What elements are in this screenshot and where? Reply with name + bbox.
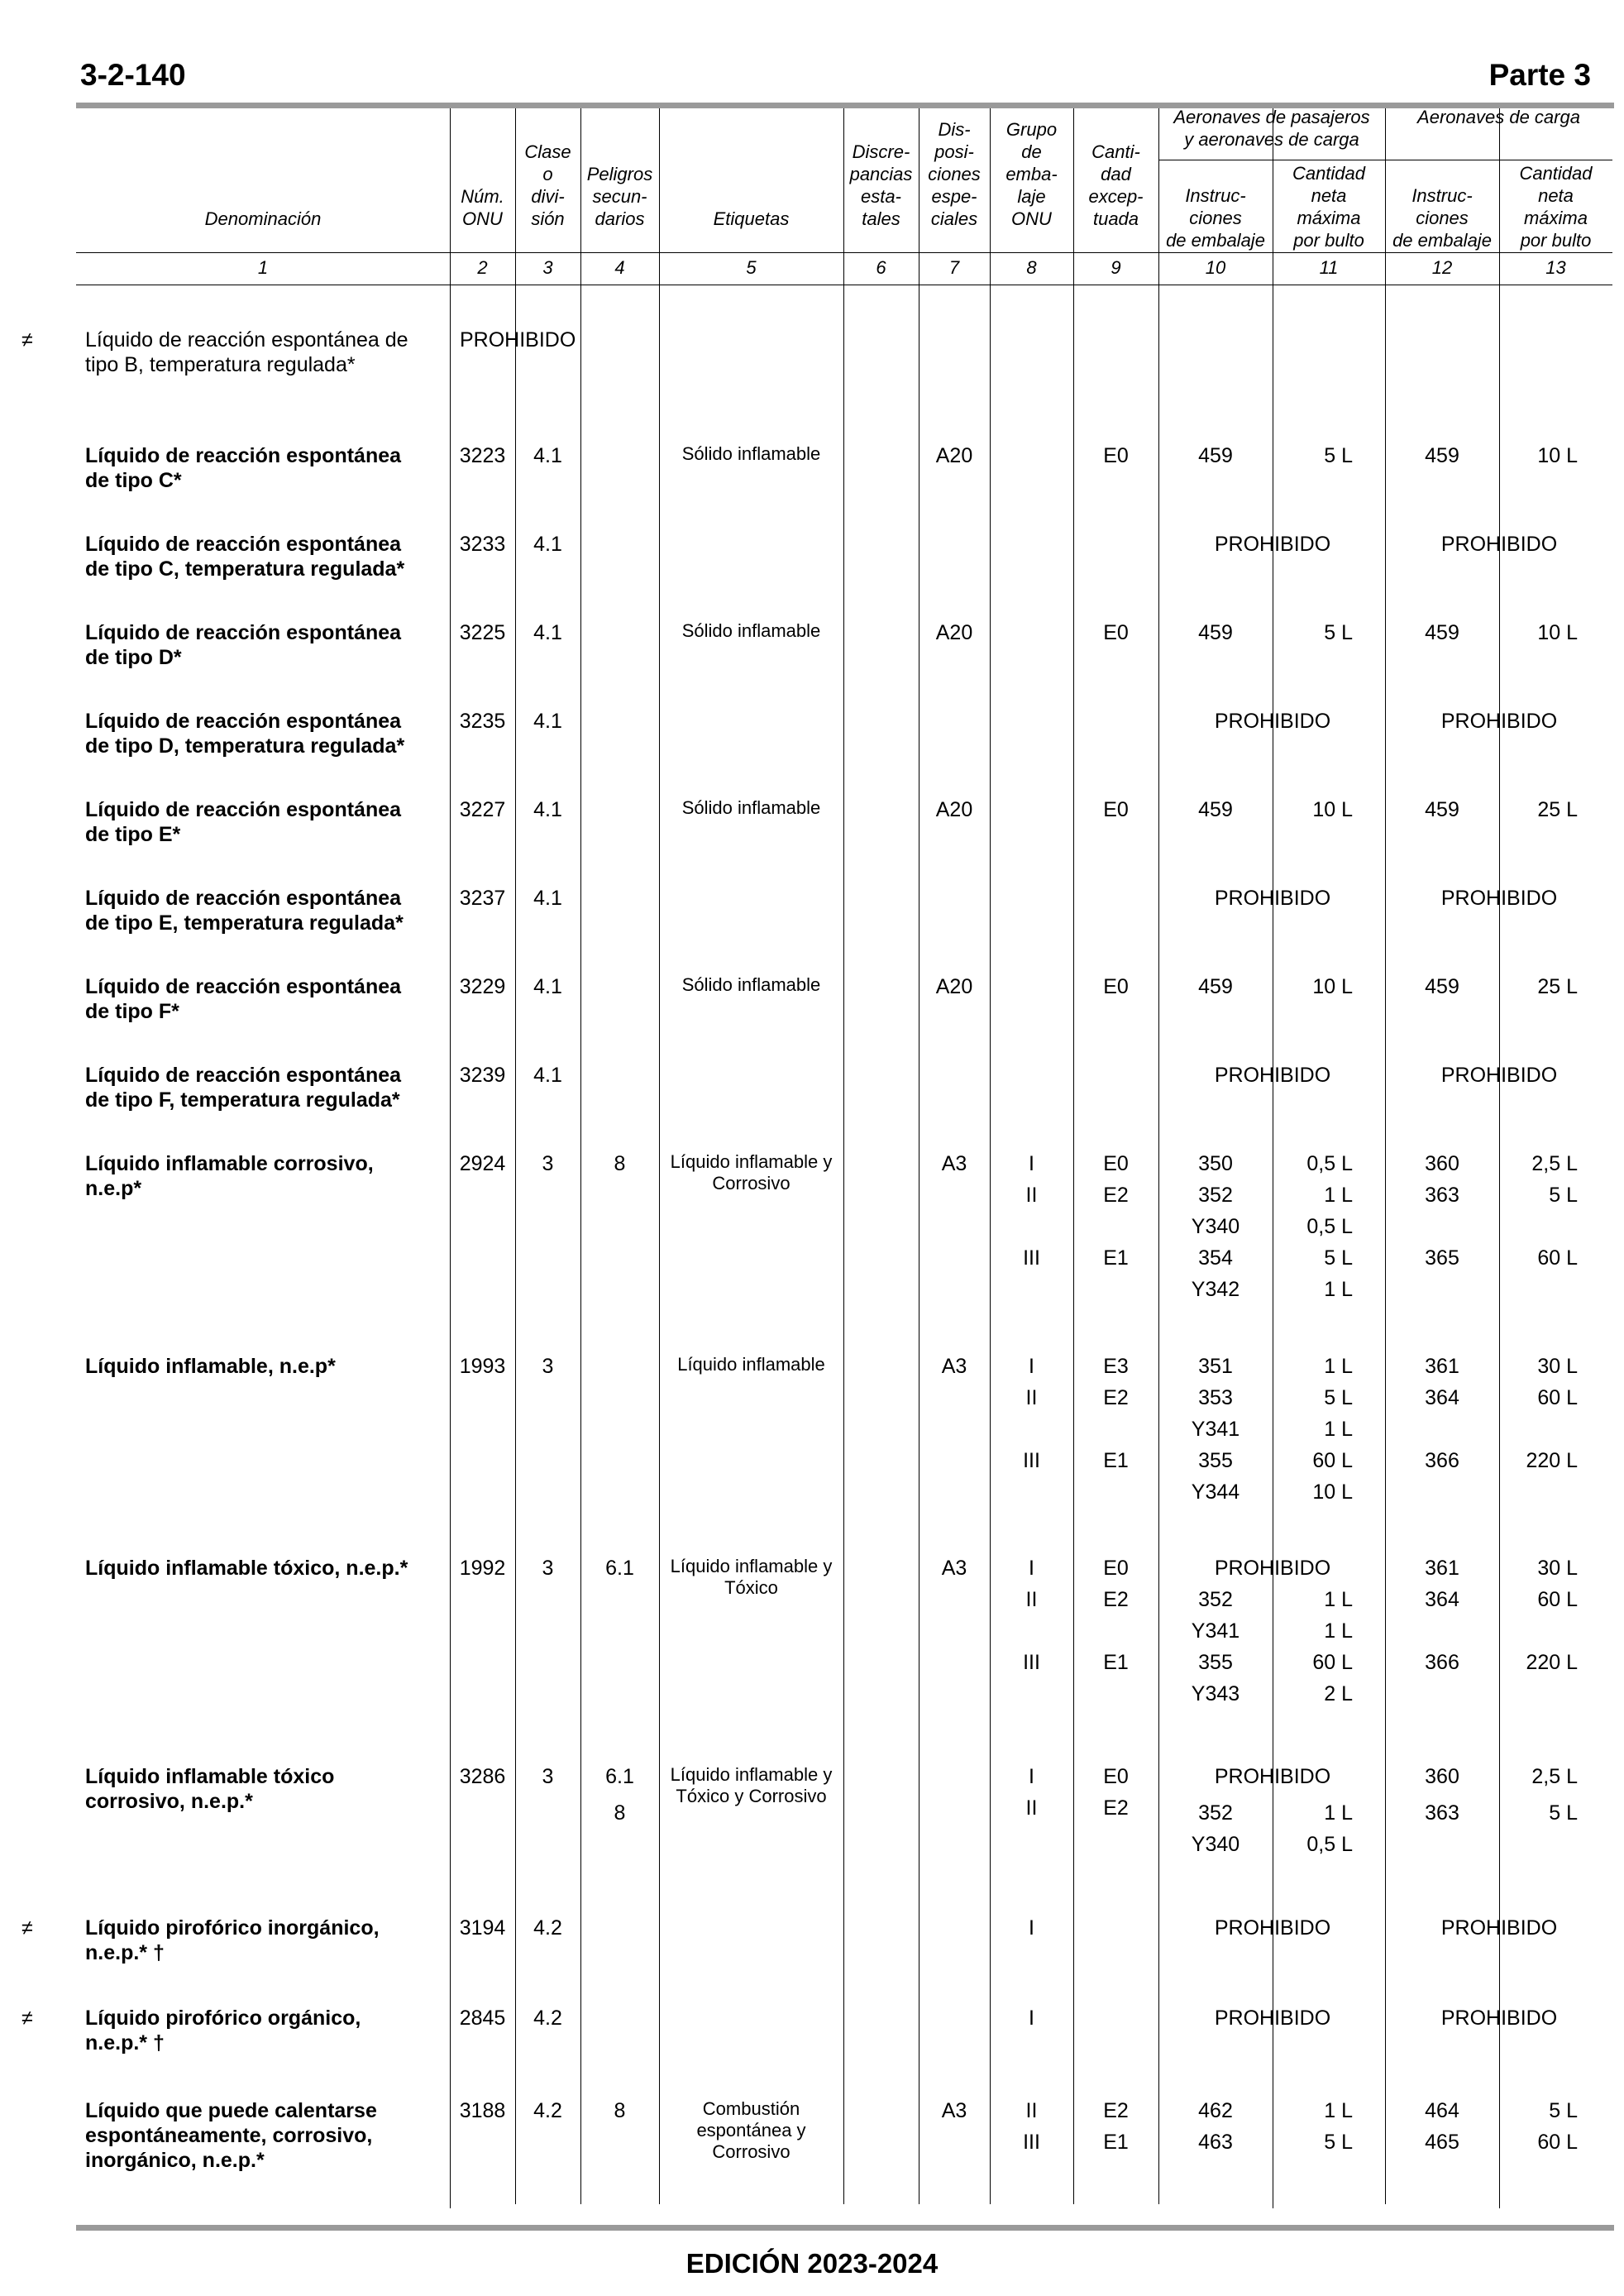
row-mark: ≠ [21,2007,33,2030]
num-onu: 3233 [459,533,506,556]
substance-name: Líquido pirofórico inorgánico, n.e.p.* † [85,1916,380,1964]
pasajeros-instrucciones: 459 [1198,798,1233,821]
carga-instrucciones: 361 [1425,1355,1459,1378]
cantidad-exceptuada: E0 [1103,1765,1129,1788]
cantidad-exceptuada: E2 [1103,1184,1129,1207]
pasajeros-prohibido: PROHIBIDO [1214,1765,1331,1788]
etiquetas: Sólido inflamable [681,797,821,818]
etiquetas: Líquido inflamable y Corrosivo [670,1151,833,1193]
row-mark: ≠ [21,1916,33,1940]
column-number: 8 [1026,257,1037,278]
grupo-embalaje: III [1023,1651,1040,1674]
clase-division: 4.1 [533,710,562,733]
pasajeros-prohibido: PROHIBIDO [1214,1064,1331,1087]
column-number: 2 [477,257,488,278]
carga-instrucciones: 364 [1425,1386,1459,1409]
page-number: 3-2-140 [80,58,186,92]
carga-cantidad: 60 L [1537,2131,1578,2154]
pasajeros-prohibido: PROHIBIDO [1214,887,1331,910]
carga-instrucciones: 365 [1425,1246,1459,1270]
pasajeros-instrucciones: 459 [1198,975,1233,998]
pasajeros-instrucciones: 352 [1198,1588,1233,1611]
carga-instrucciones: 459 [1425,444,1459,467]
pasajeros-instrucciones: Y344 [1191,1480,1240,1504]
peligros-secundarios: 8 [614,2099,626,2122]
carga-prohibido: PROHIBIDO [1440,1064,1558,1087]
substance-name: Líquido inflamable tóxico, n.e.p.* [85,1557,408,1580]
pasajeros-cantidad: 5 L [1324,1246,1353,1270]
grupo-embalaje: II [1025,1588,1038,1611]
grupo-embalaje: I [1029,2007,1034,2030]
substance-name: Líquido inflamable, n.e.p* [85,1355,336,1378]
substance-name: Líquido de reacción espontánea de tipo E, temperatura regulada* [85,887,404,935]
pasajeros-cantidad: 1 L [1324,2099,1353,2122]
pasajeros-instrucciones: Y341 [1191,1418,1240,1441]
pasajeros-cantidad: 5 L [1324,2131,1353,2154]
cantidad-exceptuada: E1 [1103,2131,1129,2154]
column-number: 6 [876,257,886,278]
clase-division: 4.1 [533,798,562,821]
pasajeros-prohibido: PROHIBIDO [1214,710,1331,733]
cantidad-exceptuada: E0 [1103,444,1129,467]
pasajeros-instrucciones: 355 [1198,1651,1233,1674]
cantidad-exceptuada: E2 [1103,1588,1129,1611]
carga-instrucciones: 366 [1425,1651,1459,1674]
carga-cantidad: 5 L [1549,1184,1578,1207]
carga-cantidad: 220 L [1526,1449,1578,1472]
carga-prohibido: PROHIBIDO [1440,1916,1558,1940]
row-mark: ≠ [21,328,33,352]
substance-name: Líquido de reacción espontánea de tipo C* [85,444,402,492]
cantidad-exceptuada: E2 [1103,1386,1129,1409]
clase-division: 3 [542,1355,554,1378]
pasajeros-instrucciones: 352 [1198,1184,1233,1207]
pasajeros-cantidad: 0,5 L [1306,1215,1353,1238]
etiquetas: Combustión espontánea y Corrosivo [696,2098,806,2162]
grupo-embalaje: I [1029,1765,1034,1788]
pasajeros-prohibido: PROHIBIDO [1214,533,1331,556]
cantidad-exceptuada: E0 [1103,975,1129,998]
num-onu: 3188 [459,2099,506,2122]
cantidad-exceptuada: E2 [1103,1796,1129,1820]
pasajeros-instrucciones: 463 [1198,2131,1233,2154]
header-etiquetas: Etiquetas [713,208,790,229]
carga-instrucciones: 465 [1425,2131,1459,2154]
etiquetas: Líquido inflamable [677,1354,825,1375]
pasajeros-instrucciones: 351 [1198,1355,1233,1378]
substance-name: Líquido pirofórico orgánico, n.e.p.* † [85,2007,361,2054]
num-onu: 3286 [459,1765,506,1788]
grupo-embalaje: II [1025,2099,1038,2122]
pasajeros-instrucciones: Y341 [1191,1619,1240,1643]
num-onu: 3229 [459,975,506,998]
cantidad-exceptuada: E0 [1103,1152,1129,1175]
pasajeros-prohibido: PROHIBIDO [1214,1916,1331,1940]
column-number: 9 [1111,257,1121,278]
substance-name: Líquido de reacción espontánea de tipo D* [85,621,402,669]
carga-prohibido: PROHIBIDO [1440,710,1558,733]
grupo-embalaje: III [1023,2131,1040,2154]
substance-name: Líquido de reacción espontánea de tipo B, temperatura regulada* [85,328,408,376]
substance-name: Líquido inflamable tóxico corrosivo, n.e.p.* [85,1765,335,1813]
substance-name: Líquido que puede calentarse espontáneamente, corrosivo, inorgánico, n.e.p.* [85,2099,377,2172]
pasajeros-instrucciones: 355 [1198,1449,1233,1472]
cantidad-exceptuada: E0 [1103,1557,1129,1580]
part-label: Parte 3 [1488,58,1591,92]
pasajeros-cantidad: 60 L [1312,1449,1353,1472]
carga-instrucciones: 364 [1425,1588,1459,1611]
disposiciones-especiales: A20 [935,798,973,821]
header-denominacion: Denominación [204,208,322,229]
clase-division: 4.2 [533,2099,562,2122]
pasajeros-cantidad: 1 L [1324,1184,1353,1207]
clase-division: 4.2 [533,2007,562,2030]
header-rule [76,252,1612,253]
carga-cantidad: 5 L [1549,1801,1578,1825]
clase-division: 4.1 [533,533,562,556]
pasajeros-cantidad: 5 L [1324,1386,1353,1409]
pasajeros-cantidad: 1 L [1324,1588,1353,1611]
cantidad-exceptuada: E3 [1103,1355,1129,1378]
grupo-embalaje: III [1023,1449,1040,1472]
etiquetas: Líquido inflamable y Tóxico y Corrosivo [670,1764,833,1806]
carga-instrucciones: 361 [1425,1557,1459,1580]
disposiciones-especiales: A3 [941,2099,967,2122]
etiquetas: Sólido inflamable [681,443,821,464]
cantidad-exceptuada: E2 [1103,2099,1129,2122]
substance-name: Líquido de reacción espontánea de tipo F, temperatura regulada* [85,1064,402,1112]
carga-prohibido: PROHIBIDO [1440,533,1558,556]
grupo-embalaje: II [1025,1184,1038,1207]
pasajeros-cantidad: 1 L [1324,1278,1353,1301]
substance-name: Líquido de reacción espontánea de tipo F* [85,975,402,1023]
pasajeros-instrucciones: Y342 [1191,1278,1240,1301]
cantidad-exceptuada: E0 [1103,621,1129,644]
grupo-embalaje: I [1029,1152,1034,1175]
pasajeros-cantidad: 0,5 L [1306,1833,1353,1856]
pasajeros-instrucciones: 353 [1198,1386,1233,1409]
carga-instrucciones: 464 [1425,2099,1459,2122]
edition-footer: EDICIÓN 2023-2024 [685,2248,939,2279]
substance-name: Líquido de reacción espontánea de tipo D, temperatura regulada* [85,710,405,758]
disposiciones-especiales: A20 [935,975,973,998]
carga-cantidad: 60 L [1537,1386,1578,1409]
column-number: 1 [257,257,269,278]
grupo-embalaje: I [1029,1916,1034,1940]
disposiciones-especiales: A20 [935,444,973,467]
carga-cantidad: 25 L [1537,975,1578,998]
grupo-embalaje: III [1023,1246,1040,1270]
peligros-secundarios: 8 [614,1152,626,1175]
carga-prohibido: PROHIBIDO [1440,2007,1558,2030]
etiquetas: Sólido inflamable [681,620,821,641]
header-grupo: Grupo de emba- laje ONU [1005,119,1058,229]
carga-instrucciones: 363 [1425,1801,1459,1825]
clase-division: 4.1 [533,1064,562,1087]
num-onu: 3223 [459,444,506,467]
pasajeros-instrucciones: 350 [1198,1152,1233,1175]
disposiciones-especiales: A3 [941,1355,967,1378]
carga-instrucciones: 459 [1425,621,1459,644]
prohibido-all: PROHIBIDO [460,328,576,352]
peligros-secundarios: 6.1 [605,1557,634,1580]
disposiciones-especiales: A3 [941,1557,967,1580]
carga-cantidad: 10 L [1537,444,1578,467]
column-number: 11 [1319,257,1339,278]
pasajeros-instrucciones: Y340 [1191,1215,1240,1238]
header-disposiciones: Dis- posi- ciones espe- ciales [928,119,981,229]
carga-cantidad: 30 L [1537,1355,1578,1378]
carga-instrucciones: 360 [1425,1152,1459,1175]
clase-division: 4.1 [533,887,562,910]
clase-division: 4.2 [533,1916,562,1940]
carga-prohibido: PROHIBIDO [1440,887,1558,910]
pasajeros-cantidad: 10 L [1312,1480,1353,1504]
cantidad-exceptuada: E0 [1103,798,1129,821]
carga-cantidad: 2,5 L [1531,1765,1578,1788]
header-carga-instrucciones: Instruc- ciones de embalaje [1392,185,1492,251]
pasajeros-instrucciones: 462 [1198,2099,1233,2122]
pasajeros-cantidad: 1 L [1324,1418,1353,1441]
column-number: 10 [1205,257,1226,278]
cantidad-exceptuada: E1 [1103,1651,1129,1674]
num-onu: 1992 [459,1557,506,1580]
header-pasajeros-cantidad: Cantidad neta máxima por bulto [1292,163,1366,251]
num-onu: 3225 [459,621,506,644]
carga-cantidad: 10 L [1537,621,1578,644]
column-number: 3 [542,257,553,278]
header-clase: Clase o divi- sión [524,141,571,229]
pasajeros-prohibido: PROHIBIDO [1214,1557,1331,1580]
clase-division: 4.1 [533,621,562,644]
clase-division: 4.1 [533,444,562,467]
clase-division: 3 [542,1152,554,1175]
header-pasajeros-instrucciones: Instruc- ciones de embalaje [1166,185,1265,251]
pasajeros-cantidad: 60 L [1312,1651,1353,1674]
pasajeros-cantidad: 5 L [1324,621,1353,644]
etiquetas: Sólido inflamable [681,974,821,995]
grupo-embalaje: II [1025,1386,1038,1409]
num-onu: 2924 [459,1152,506,1175]
cantidad-exceptuada: E1 [1103,1246,1129,1270]
pasajeros-instrucciones: 352 [1198,1801,1233,1825]
carga-cantidad: 60 L [1537,1246,1578,1270]
pasajeros-cantidad: 10 L [1312,975,1353,998]
column-number: 12 [1431,257,1453,278]
pasajeros-cantidad: 1 L [1324,1355,1353,1378]
disposiciones-especiales: A3 [941,1152,967,1175]
num-onu: 1993 [459,1355,506,1378]
carga-cantidad: 30 L [1537,1557,1578,1580]
carga-instrucciones: 459 [1425,975,1459,998]
column-number: 4 [614,257,625,278]
header-carga-cantidad: Cantidad neta máxima por bulto [1519,163,1593,251]
substance-name: Líquido inflamable corrosivo, n.e.p* [85,1152,374,1200]
peligros-secundarios: 6.1 [605,1765,634,1788]
num-onu: 3227 [459,798,506,821]
clase-division: 3 [542,1557,554,1580]
carga-instrucciones: 459 [1425,798,1459,821]
pasajeros-cantidad: 1 L [1324,1801,1353,1825]
header-cantidad-exceptuada: Canti- dad excep- tuada [1088,141,1144,229]
header-group-carga: Aeronaves de carga [1417,107,1580,127]
grupo-embalaje: I [1029,1557,1034,1580]
header-discrepancias: Discre- pancias esta- tales [849,141,913,229]
pasajeros-cantidad: 1 L [1324,1619,1353,1643]
pasajeros-cantidad: 10 L [1312,798,1353,821]
grupo-embalaje: II [1025,1796,1038,1820]
num-onu: 2845 [459,2007,506,2030]
carga-cantidad: 2,5 L [1531,1152,1578,1175]
substance-name: Líquido de reacción espontánea de tipo C, temperatura regulada* [85,533,405,581]
num-onu: 3237 [459,887,506,910]
pasajeros-instrucciones: Y340 [1191,1833,1240,1856]
header-peligros: Peligros secun- darios [586,164,653,229]
peligros-secundarios: 8 [614,1801,626,1825]
substance-name: Líquido de reacción espontánea de tipo E* [85,798,402,846]
pasajeros-cantidad: 2 L [1324,1682,1353,1705]
disposiciones-especiales: A20 [935,621,973,644]
carga-instrucciones: 366 [1425,1449,1459,1472]
carga-instrucciones: 363 [1425,1184,1459,1207]
bottom-rule [76,2225,1614,2231]
pasajeros-instrucciones: 354 [1198,1246,1233,1270]
carga-instrucciones: 360 [1425,1765,1459,1788]
cantidad-exceptuada: E1 [1103,1449,1129,1472]
etiquetas: Líquido inflamable y Tóxico [670,1556,833,1598]
carga-cantidad: 5 L [1549,2099,1578,2122]
carga-cantidad: 25 L [1537,798,1578,821]
column-number: 7 [948,257,960,278]
column-number: 5 [746,257,757,278]
num-onu: 3235 [459,710,506,733]
pasajeros-cantidad: 5 L [1324,444,1353,467]
pasajeros-cantidad: 0,5 L [1306,1152,1353,1175]
pasajeros-instrucciones: 459 [1198,621,1233,644]
clase-division: 4.1 [533,975,562,998]
carga-cantidad: 60 L [1537,1588,1578,1611]
pasajeros-instrucciones: Y343 [1191,1682,1240,1705]
header-group-pasajeros: Aeronaves de pasajeros y aeronaves de carga [1173,107,1370,150]
carga-cantidad: 220 L [1526,1651,1578,1674]
num-onu: 3239 [459,1064,506,1087]
pasajeros-instrucciones: 459 [1198,444,1233,467]
pasajeros-prohibido: PROHIBIDO [1214,2007,1331,2030]
clase-division: 3 [542,1765,554,1788]
grupo-embalaje: I [1029,1355,1034,1378]
num-onu: 3194 [459,1916,506,1940]
column-number: 13 [1545,257,1566,278]
header-num-onu: Núm. ONU [461,186,504,229]
